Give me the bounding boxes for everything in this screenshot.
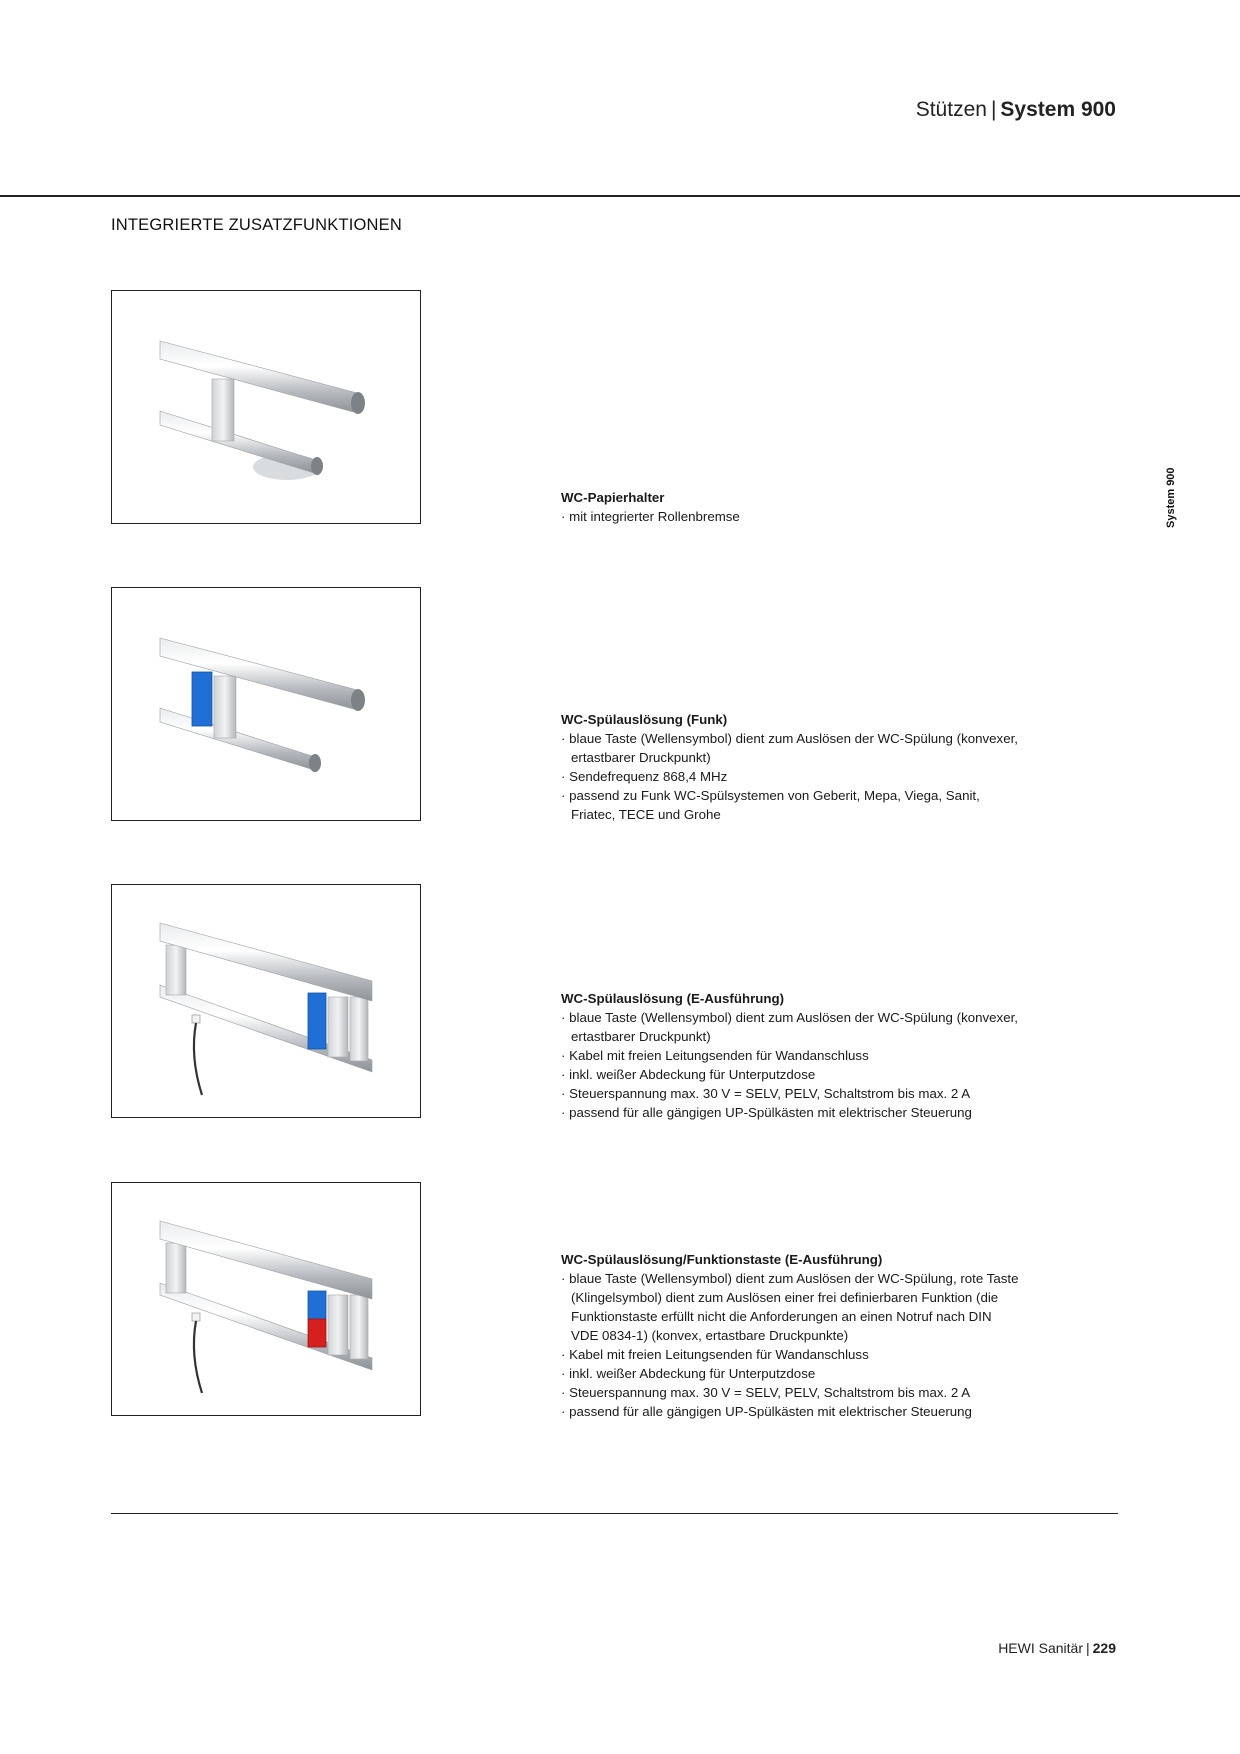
side-label: System 900 [1165,467,1177,528]
feature-bullet: · Kabel mit freien Leitungsenden für Wandanschluss [561,1345,1021,1364]
feature-bullet: · inkl. weißer Abdeckung für Unterputzdose [561,1364,1021,1383]
feature-electric-flush [561,989,1021,1122]
feature-function-key [561,1250,1021,1421]
feature-title: WC-Spülauslösung (Funk) [561,712,728,727]
figure-function-key [111,1182,421,1416]
page-number: 229 [1092,1640,1116,1656]
page-footer [998,1640,1116,1656]
feature-bullet: · Sendefrequenz 868,4 MHz [561,767,1021,786]
feature-bullet: · passend zu Funk WC-Spülsystemen von Geberit, Mepa, Viega, Sanit, Friatec, TECE und Grohe [561,786,1021,824]
figure-radio-flush [111,587,421,821]
feature-radio-flush [561,710,1021,824]
feature-bullet: · passend für alle gängigen UP-Spülkästen mit elektrischer Steuerung [561,1402,1021,1421]
feature-bullet: · Steuerspannung max. 30 V = SELV, PELV, Schaltstrom bis max. 2 A [561,1383,1021,1402]
footer-separator: | [1086,1640,1090,1656]
figure-electric-flush [111,884,421,1118]
footer-brand: HEWI Sanitär [998,1640,1083,1656]
feature-bullet: · blaue Taste (Wellensymbol) dient zum Auslösen der WC-Spülung, rote Taste (Klingelsymbol) dient zum Auslösen einer frei definierbaren Funktion (die Funktionstaste erfüllt nicht die Anforderungen an einen Notruf nach DIN VDE 0834-1) (konvex, ertastbare Druckpunkte) [561,1269,1021,1345]
feature-bullet: · passend für alle gängigen UP-Spülkästen mit elektrischer Steuerung [561,1103,1021,1122]
header-system: System 900 [1000,98,1116,121]
top-divider [0,195,1240,197]
feature-bullet: · mit integrierter Rollenbremse [561,507,1021,526]
feature-bullet: · Steuerspannung max. 30 V = SELV, PELV, Schaltstrom bis max. 2 A [561,1084,1021,1103]
feature-bullet: · blaue Taste (Wellensymbol) dient zum Auslösen der WC-Spülung (konvexer, ertastbarer Druckpunkt) [561,1008,1021,1046]
feature-title: WC-Papierhalter [561,490,665,505]
header-section: Stützen [915,98,987,121]
feature-bullet: · blaue Taste (Wellensymbol) dient zum Auslösen der WC-Spülung (konvexer, ertastbarer Druckpunkt) [561,729,1021,767]
header-separator: | [990,98,997,121]
feature-bullet: · inkl. weißer Abdeckung für Unterputzdose [561,1065,1021,1084]
figure-paper-holder [111,290,421,524]
feature-title: WC-Spülauslösung (E-Ausführung) [561,991,785,1006]
page-header-title [916,98,1116,122]
feature-paper-holder [561,488,1021,526]
bottom-divider [111,1513,1118,1514]
section-title: INTEGRIERTE ZUSATZFUNKTIONEN [111,216,402,234]
feature-bullet: · Kabel mit freien Leitungsenden für Wandanschluss [561,1046,1021,1065]
feature-title: WC-Spülauslösung/Funktionstaste (E-Ausführung) [561,1252,883,1267]
